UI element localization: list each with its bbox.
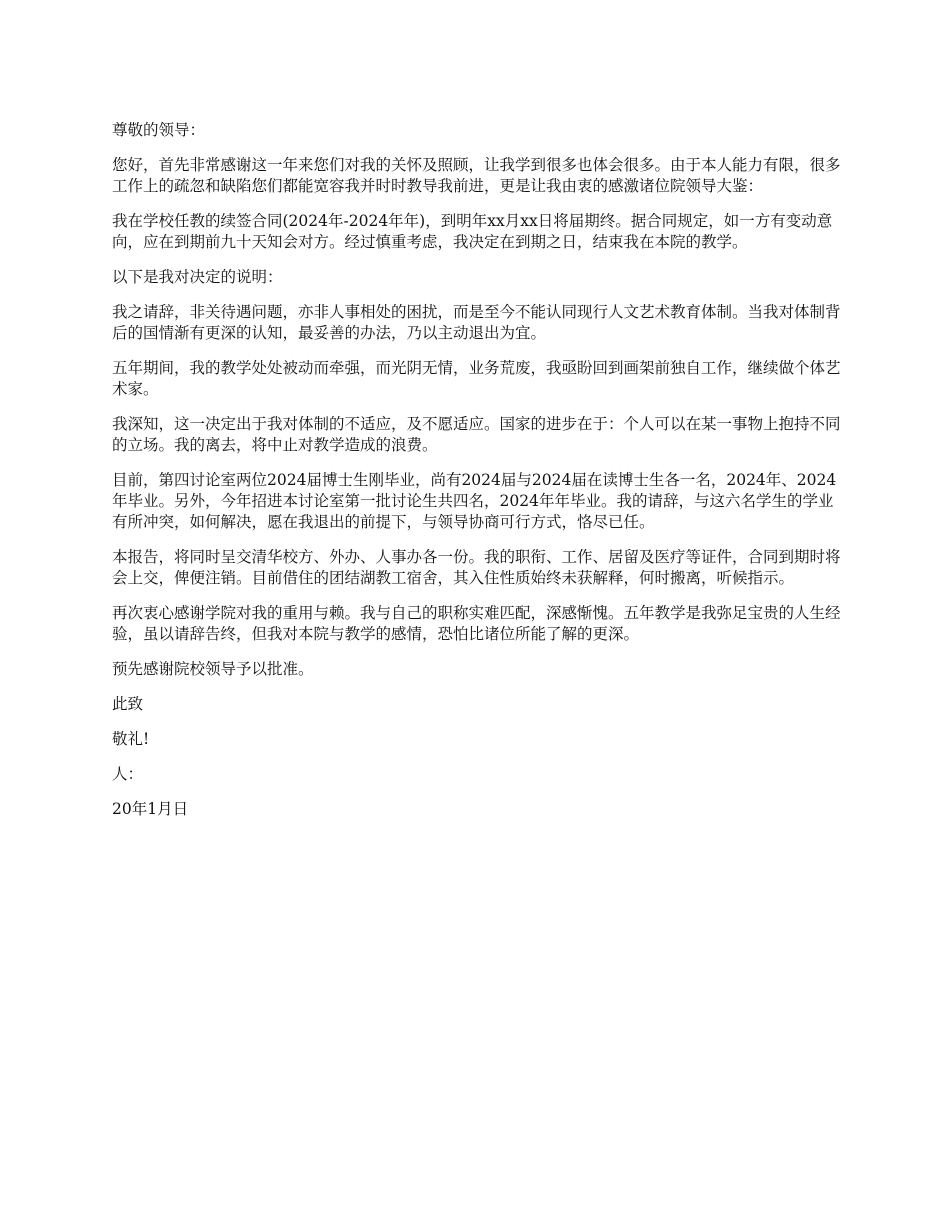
paragraph-report: 本报告，将同时呈交清华校方、外办、人事办各一份。我的职衔、工作、居留及医疗等证件，合同到期时将会上交，俾便注销。目前借住的团结湖教工宿舍，其入住性质始终未获解释，何时搬离，听候指示。 (112, 548, 841, 587)
salutation: 尊敬的领导： (112, 121, 206, 139)
signature-line: 人： (112, 765, 144, 783)
paragraph-explanation-intro: 以下是我对决定的说明： (112, 268, 283, 286)
paragraph-students: 目前，第四讨论室两位2024届博士生刚毕业，尚有2024届与2024届在读博士生各一名，2024年、2024年毕业。另外，今年招进本讨论室第一批讨论生共四名，2024年年毕业。我的请辞，与这六名学生的学业有所冲突，如何解决，愿在我退出的前提下，与领导协商可行方式，恪尽已任。 (112, 471, 837, 531)
paragraph-five-years: 五年期间，我的教学处处被动而牵强，而光阴无情，业务荒废，我亟盼回到画架前独自工作，继续做个体艺术家。 (112, 359, 841, 398)
date-line: 20年1月日 (112, 800, 189, 818)
paragraph-reason: 我之请辞，非关待遇问题，亦非人事相处的困扰，而是至今不能认同现行人文艺术教育体制。当我对体制背后的国情渐有更深的认知，最妥善的办法，乃以主动退出为宜。 (112, 303, 841, 342)
paragraph-approval: 预先感谢院校领导予以批准。 (112, 660, 314, 678)
paragraph-awareness: 我深知，这一决定出于我对体制的不适应，及不愿适应。国家的进步在于：个人可以在某一事物上抱持不同的立场。我的离去，将中止对教学造成的浪费。 (112, 415, 841, 454)
paragraph-greeting: 您好，首先非常感谢这一年来您们对我的关怀及照顾，让我学到很多也体会很多。由于本人能力有限，很多工作上的疏忽和缺陷您们都能宽容我并时时教导我前进，更是让我由衷的感激诸位院领导大鉴： (112, 156, 841, 195)
paragraph-thanks: 再次衷心感谢学院对我的重用与赖。我与自己的职称实难匹配，深感惭愧。五年教学是我弥足宝贵的人生经验，虽以请辞告终，但我对本院与教学的感情，恐怕比诸位所能了解的更深。 (112, 604, 841, 643)
closing-line-1: 此致 (112, 695, 144, 713)
letter-body (112, 120, 842, 834)
paragraph-contract: 我在学校任教的续签合同(2024年-2024年年)，到明年xx月xx日将届期终。据合同规定，如一方有变动意向，应在到期前九十天知会对方。经过慎重考虑，我决定在到期之日，结束我在本院的教学。 (112, 212, 833, 251)
closing-line-2: 敬礼! (112, 730, 150, 748)
